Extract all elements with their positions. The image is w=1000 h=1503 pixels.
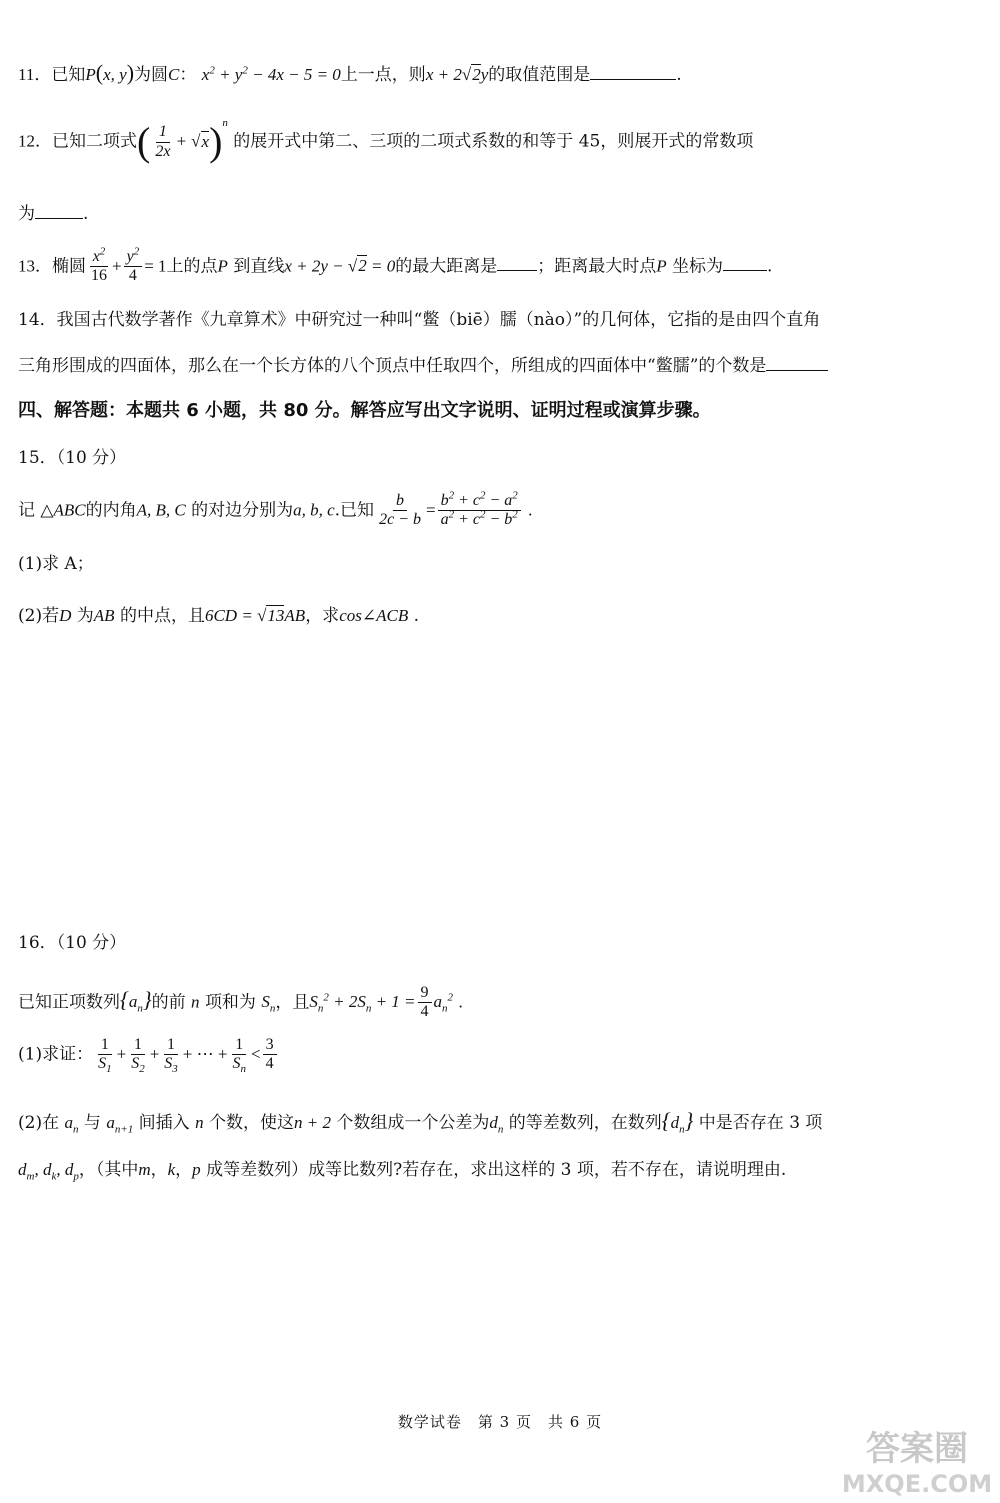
question-16-part-1: (1)求证： $\frac{1}{S_1}$ + $\frac{1}{S_2}$ + $\frac{1}{S_3}$ + ⋯ + $\frac{1}{S_n}$ < $\frac{3}{4}$: [18, 1036, 982, 1074]
answer-blank[interactable]: [35, 217, 83, 219]
question-16-header: 16．（10 分）: [18, 933, 127, 953]
question-15-part-2: (2)若D 为AB 的中点，且6CD = √13AB，求cos∠ACB .: [18, 606, 420, 626]
watermark-text: 答案圈: [866, 1429, 968, 1469]
fraction: $\frac{1}{2x}$: [155, 123, 171, 160]
question-12: 12．已知二项式( $\frac{1}{2x}$ + √x)$^n$ 的展开式中第二、三项的二项式系数的和等于 45，则展开式的常数项: [18, 116, 754, 164]
question-16-part-2-cont: $d_m$, $d_k$, $d_p$，（其中m，k，p 成等差数列）成等比数列?若存在，求出这样的 3 项，若不存在，请说明理由.: [18, 1160, 787, 1183]
watermark-logo: [842, 1418, 992, 1498]
line-equation: x + 2y − √2 = 0: [284, 256, 396, 276]
question-15: 记 △ABC的内角A, B, C 的对边分别为a, b, c.已知 $\frac{b}{2c - b}$ = $\frac{b^2 + c^2 - a^2}{a^2 + c^2 - b^2}$ .: [18, 489, 533, 529]
question-14-cont: 三角形围成的四面体，那么在一个长方体的八个顶点中任取四个，所组成的四面体中“鳖臑”的个数是: [18, 356, 982, 376]
question-number: 13．: [18, 256, 52, 276]
question-number: 12．: [18, 131, 52, 151]
answer-blank[interactable]: [497, 269, 537, 271]
answer-blank[interactable]: [590, 78, 676, 80]
page-footer: 数学试卷 第 3 页 共 6 页: [397, 1413, 603, 1431]
section-heading: 四、解答题：本题共 6 小题，共 80 分。解答应写出文字说明、证明过程或演算步骤。: [18, 400, 711, 421]
watermark-url: MXQE.COM: [842, 1470, 992, 1498]
question-14: 14．我国古代数学著作《九章算术》中研究过一种叫“鳖（biē）臑（nào）”的几何体，它指的是由四个直角: [18, 310, 821, 330]
question-13: 13．椭圆 $\frac{x^2}{16}$ + $\frac{y^2}{4}$ = 1上的点P 到直线x + 2y − √2 = 0的最大距离是 ；距离最大时点P 坐标为 .: [18, 245, 773, 285]
circle-equation: $x^2 + y^2 - 4x - 5 = 0$: [201, 64, 341, 84]
question-number: 11．: [18, 65, 52, 84]
question-16-part-2: (2)在 $a_n$ 与 $a_{n+1}$ 间插入 n 个数，使这n + 2 个数组成一个公差为$d_n$ 的等差数列，在数列$\{d_n\}$ 中是否存在 3 项: [18, 1108, 823, 1136]
answer-blank[interactable]: [723, 269, 767, 271]
question-15-part-1: (1)求 A；: [18, 554, 94, 574]
question-15-header: 15．（10 分）: [18, 448, 127, 468]
answer-blank[interactable]: [766, 369, 828, 371]
question-11: 11．已知P(x, y)为圆C： $x^2 + y^2 - 4x - 5 = 0$上一点，则x + 2√2y的取值范围是 .: [18, 60, 682, 85]
question-16: 已知正项数列$\{a_n\}$的前 n 项和为 $S_n$，且$S_n^2 + 2S_n + 1$ = $\frac{9}{4}$ $a_n^2$ .: [18, 984, 463, 1021]
question-12-cont: 为 .: [18, 204, 89, 224]
